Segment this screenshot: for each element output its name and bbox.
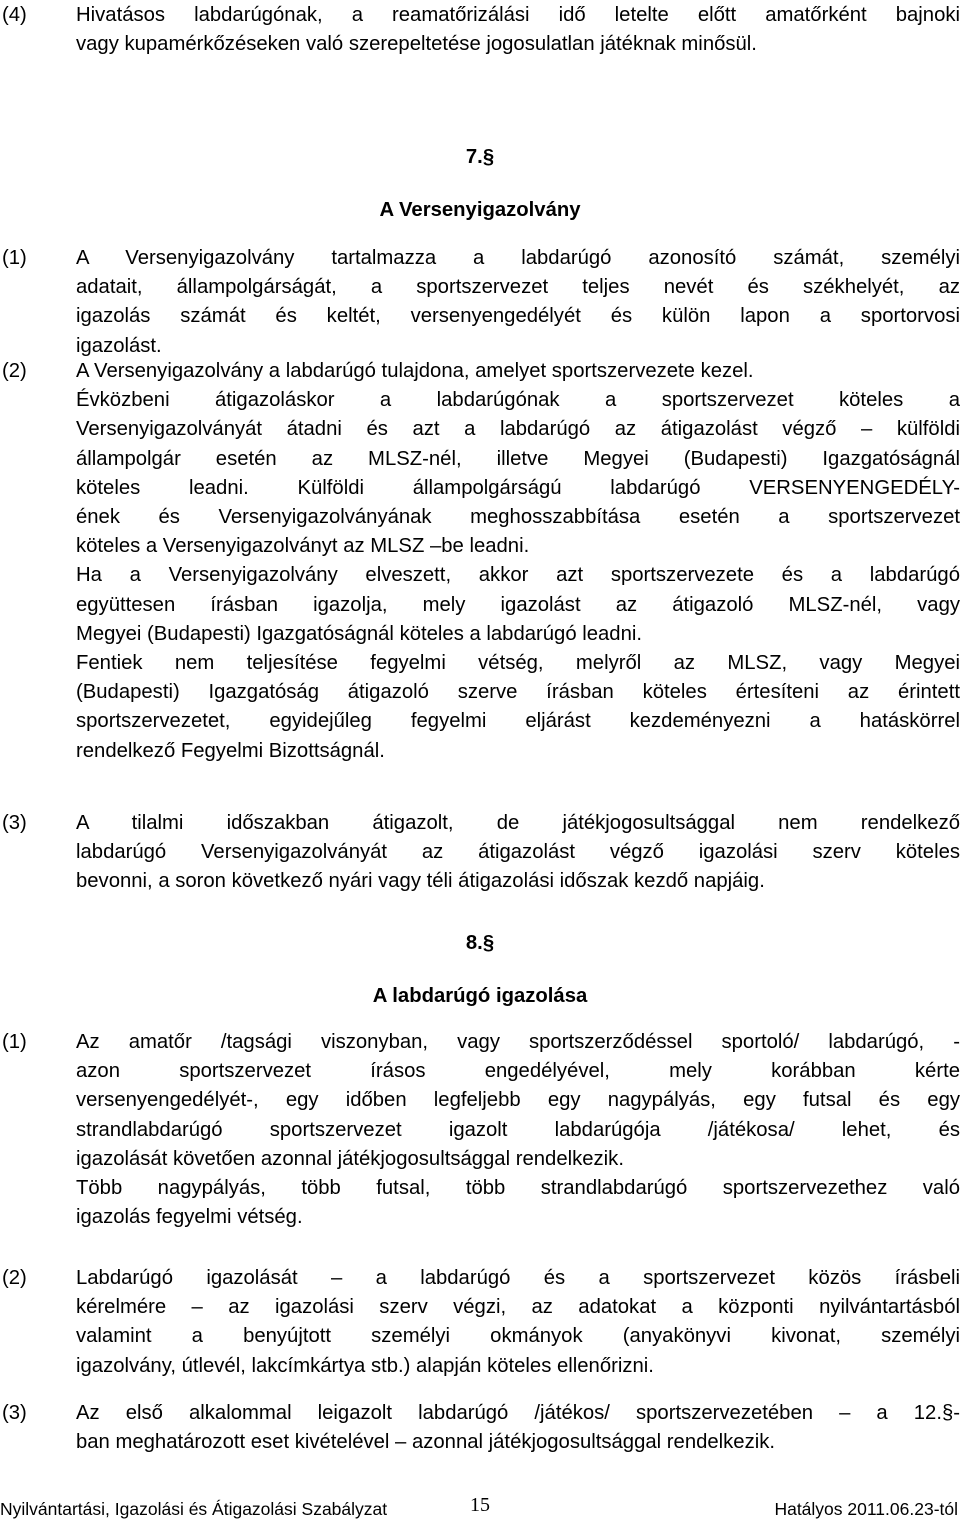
text-line: A Versenyigazolvány a labdarúgó tulajdona, amelyet sportszervezete kezel. bbox=[76, 360, 754, 382]
paragraph-number: (1) bbox=[2, 247, 27, 269]
text-line: (Budapesti) Igazgatóság átigazoló szerve írásban köteles értesíteni az érintett bbox=[76, 681, 960, 704]
text-line: Labdarúgó igazolását – a labdarúgó és a sportszervezet közös írásbeli bbox=[76, 1267, 960, 1289]
paragraph-number: (3) bbox=[2, 1402, 27, 1424]
paragraph-number: (1) bbox=[2, 1031, 27, 1053]
text-line: ban meghatározott eset kivételével – azonnal játékjogosultsággal rendelkezik. bbox=[76, 1431, 776, 1454]
page-number: 15 bbox=[470, 1494, 490, 1516]
text-line: Fentiek nem teljesítése fegyelmi vétség, melyről az MLSZ, vagy Megyei bbox=[76, 652, 960, 675]
page-footer bbox=[0, 1494, 960, 1524]
paragraph-number: (3) bbox=[2, 812, 27, 834]
paragraph-sign: § bbox=[482, 932, 495, 954]
text-line: igazolást. bbox=[76, 334, 162, 357]
text-line: igazolvány, útlevél, lakcímkártya stb.) alapján köteles ellenőrizni. bbox=[76, 1354, 654, 1377]
section-number-7 bbox=[0, 143, 960, 172]
paragraph-number: (2) bbox=[2, 360, 27, 382]
text-line: vagy kupamérkőzéseken való szerepeltetése jogosulatlan játéknak minősül. bbox=[76, 33, 757, 56]
text-line: adatait, állampolgárságát, a sportszervezet teljes nevét és székhelyét, az bbox=[76, 276, 960, 299]
text-line: kérelmére – az igazolási szerv végzi, az adatokat a központi nyilvántartásból bbox=[76, 1296, 960, 1319]
text-line: köteles leadni. Külföldi állampolgárságú labdarúgó VERSENYENGEDÉLY- bbox=[76, 476, 960, 499]
paragraph-number: (2) bbox=[2, 1267, 27, 1289]
text-line: rendelkező Fegyelmi Bizottságnál. bbox=[76, 739, 385, 762]
text-line: igazolását követően azonnal játékjogosultsággal rendelkezik. bbox=[76, 1147, 624, 1170]
text-line: igazolás fegyelmi vétség. bbox=[76, 1206, 303, 1229]
text-line: köteles a Versenyigazolványt az MLSZ –be leadni. bbox=[76, 535, 530, 558]
paragraph-text bbox=[76, 1399, 960, 1457]
section-number: 7. bbox=[465, 146, 483, 168]
footer-effective-date: Hatályos 2011.06.23-tól bbox=[774, 1499, 958, 1519]
text-line: állampolgár esetén az MLSZ-nél, illetve Megyei (Budapesti) Igazgatóságnál bbox=[76, 447, 960, 470]
text-line: A Versenyigazolvány tartalmazza a labdarúgó azonosító számát, személyi bbox=[76, 247, 960, 269]
text-line: sportszervezetet, egyidejűleg fegyelmi eljárást kezdeményezni a hatáskörrel bbox=[76, 710, 960, 733]
paragraph-text bbox=[76, 809, 960, 897]
paragraph-number: (4) bbox=[2, 4, 27, 26]
paragraph-text bbox=[76, 1, 960, 59]
paragraph-text bbox=[76, 244, 960, 361]
text-line: együttesen írásban igazolja, mely igazolást az átigazoló MLSZ-nél, vagy bbox=[76, 593, 960, 616]
section-title-7: A Versenyigazolvány bbox=[379, 199, 581, 221]
section-number-8 bbox=[0, 929, 960, 958]
text-line: Hivatásos labdarúgónak, a reamatőrizálási idő letelte előtt amatőrként bajnoki bbox=[76, 4, 960, 26]
text-line: strandlabdarúgó sportszervezet igazolt labdarúgója /játékosa/ lehet, és bbox=[76, 1118, 960, 1141]
text-line: ének és Versenyigazolványának meghosszabbítása esetén a sportszervezet bbox=[76, 506, 960, 529]
text-line: Az első alkalommal leigazolt labdarúgó /játékos/ sportszervezetében – a 12.§- bbox=[76, 1402, 960, 1424]
text-line: Megyei (Budapesti) Igazgatóságnál köteles a labdarúgó leadni. bbox=[76, 622, 642, 645]
section-number: 8. bbox=[465, 932, 483, 954]
text-line: Több nagypályás, több futsal, több strandlabdarúgó sportszervezethez való bbox=[76, 1177, 960, 1200]
text-line: Az amatőr /tagsági viszonyban, vagy sportszerződéssel sportoló/ labdarúgó, - bbox=[76, 1031, 960, 1053]
text-line: Versenyigazolványát átadni és azt a labdarúgó az átigazolást végző – külföldi bbox=[76, 418, 960, 441]
text-line: versenyengedélyét-, egy időben legfeljebb egy nagypályás, egy futsal és egy bbox=[76, 1089, 960, 1112]
text-line: azon sportszervezet írásos engedélyével, mely korábban kérte bbox=[76, 1060, 960, 1083]
text-line: A tilalmi időszakban átigazolt, de játékjogosultsággal nem rendelkező bbox=[76, 812, 960, 834]
footer-document-title: Nyilvántartási, Igazolási és Átigazolási Szabályzat bbox=[0, 1499, 388, 1519]
paragraph-text bbox=[76, 1264, 960, 1381]
section-title-8: A labdarúgó igazolása bbox=[372, 985, 588, 1007]
paragraph-text bbox=[76, 1028, 960, 1232]
text-line: Ha a Versenyigazolvány elveszett, akkor azt sportszervezete és a labdarúgó bbox=[76, 564, 960, 587]
text-line: igazolás számát és keltét, versenyengedélyét és külön lapon a sportorvosi bbox=[76, 305, 960, 328]
text-line: bevonni, a soron következő nyári vagy téli átigazolási időszak kezdő napjáig. bbox=[76, 870, 765, 893]
text-line: valamint a benyújtott személyi okmányok (anyakönyvi kivonat, személyi bbox=[76, 1325, 960, 1348]
text-line: labdarúgó Versenyigazolványát az átigazolást végző igazolási szerv köteles bbox=[76, 841, 960, 864]
paragraph-text bbox=[76, 357, 960, 766]
text-line: Évközbeni átigazoláskor a labdarúgónak a sportszervezet köteles a bbox=[76, 389, 960, 412]
paragraph-sign: § bbox=[482, 146, 495, 168]
